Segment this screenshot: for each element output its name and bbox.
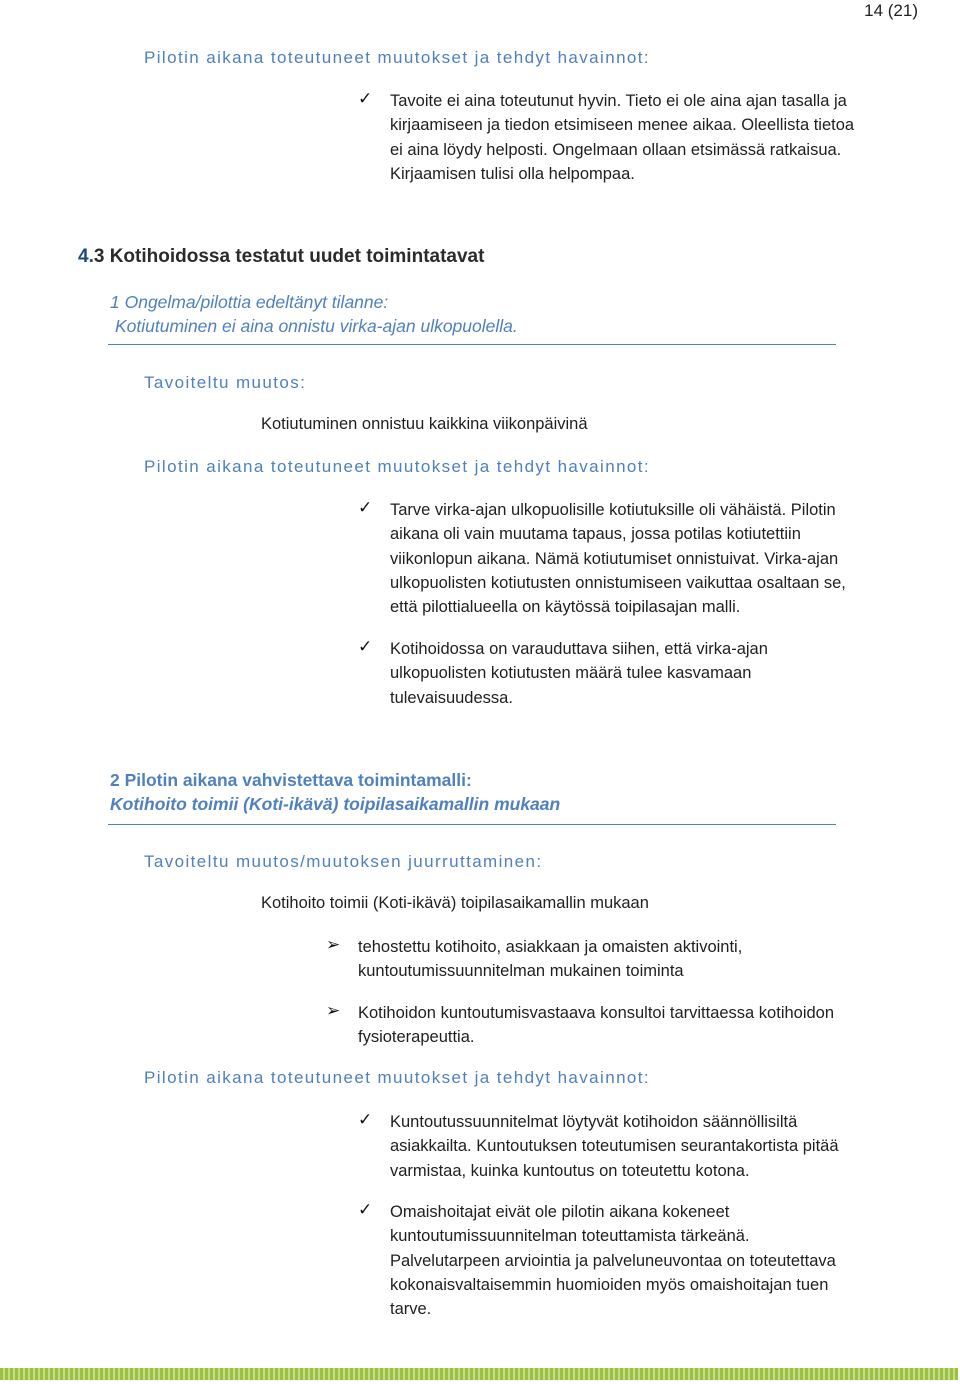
arrow-bullet-icon: ➢	[326, 935, 341, 954]
checkmark-icon: ✓	[358, 637, 373, 656]
line: Kirjaamisen tulisi olla helpompaa.	[390, 164, 635, 183]
line: kuntoutumissuunnitelman mukainen toiminta	[358, 962, 684, 981]
line: tulevaisuudessa.	[390, 688, 513, 707]
line: kokonaisvaltaisemmin huomioiden myös omaishoitajan tuen	[390, 1275, 829, 1294]
problem-title-line: Kotiutuminen ei aina onnistu virka-ajan ulkopuolella.	[115, 316, 518, 336]
checkmark-icon: ✓	[358, 498, 373, 517]
line: ulkopuolisten kotiutusten määrä tulee kasvamaan	[390, 664, 752, 683]
line: Kuntoutussuunnitelmat löytyvät kotihoidon säännöllisiltä	[390, 1113, 798, 1131]
line: Kotihoidon kuntoutumisvastaava konsultoi tarvittaessa kotihoidon	[358, 1004, 835, 1022]
line: Omaishoitajat eivät ole pilotin aikana kokeneet	[390, 1203, 730, 1221]
goal-text: Kotihoito toimii (Koti-ikävä) toipilasaikamallin mukaan	[261, 894, 649, 912]
page-number: 14 (21)	[864, 1, 918, 20]
line: tehostettu kotihoito, asiakkaan ja omaisten aktivointi,	[358, 938, 743, 956]
line: kuntoutumissuunnitelman toteuttamista tärkeänä.	[390, 1227, 750, 1246]
checkmark-icon: ✓	[358, 1200, 373, 1219]
line: ei aina löydy helposti. Ongelmaan ollaan etsimässä ratkaisua.	[390, 140, 842, 159]
divider	[108, 824, 836, 825]
observation-item	[390, 89, 854, 186]
observations-label: Pilotin aikana toteutuneet muutokset ja tehdyt havainnot:	[144, 1068, 651, 1087]
observations-label: Pilotin aikana toteutuneet muutokset ja tehdyt havainnot:	[144, 48, 651, 67]
arrow-item	[358, 1001, 834, 1050]
line: ulkopuolisten kotiutusten onnistumiseen vaikuttaa osaltaan se,	[390, 573, 846, 592]
line: aikana oli vain muutama tapaus, jossa potilas kotiutettiin	[390, 525, 801, 544]
line: varmistaa, kuinka kuntoutus on toteutettu kotona.	[390, 1161, 750, 1180]
line: asiakkailta. Kuntoutuksen toteutumisen seurantakortista pitää	[390, 1137, 839, 1156]
line: Palvelutarpeen arviointia ja palveluneuvontaa on toteutettava	[390, 1251, 836, 1270]
observation-item	[390, 1110, 839, 1183]
goal-text: Kotiutuminen onnistuu kaikkina viikonpäivinä	[261, 415, 588, 433]
line: että pilottialueella on käytössä toipilasajan malli.	[390, 598, 741, 617]
observation-item	[390, 498, 846, 619]
line: Tarve virka-ajan ulkopuolisille kotiutuksille oli vähäistä. Pilotin	[390, 501, 836, 519]
checkmark-icon: ✓	[358, 89, 373, 108]
line: kirjaamiseen ja tiedon etsimiseen menee aikaa. Oleellista tietoa	[390, 116, 855, 135]
observations-label: Pilotin aikana toteutuneet muutokset ja tehdyt havainnot:	[144, 457, 651, 476]
goal-label: Tavoiteltu muutos/muutoksen juurruttaminen:	[144, 852, 543, 871]
footer-bar	[0, 1368, 958, 1380]
line: fysioterapeuttia.	[358, 1028, 475, 1047]
model-title-line: 2 Pilotin aikana vahvistettava toimintamalli:	[110, 770, 472, 790]
model-title-line: Kotihoito toimii (Koti-ikävä) toipilasaikamallin mukaan	[110, 794, 561, 814]
arrow-bullet-icon: ➢	[326, 1001, 341, 1020]
divider	[108, 344, 836, 345]
model-title	[110, 768, 560, 816]
heading-number: 4.	[78, 246, 94, 267]
section-heading	[78, 246, 484, 268]
arrow-item	[358, 935, 742, 984]
observation-item	[390, 1200, 836, 1321]
problem-title	[110, 290, 518, 338]
line: viikonlopun aikana. Nämä kotiutumiset onnistuivat. Virka-ajan	[390, 549, 839, 568]
line: Kotihoidossa on varauduttava siihen, että virka-ajan	[390, 640, 768, 658]
heading-text: 3 Kotihoidossa testatut uudet toimintatavat	[93, 246, 485, 267]
line: Tavoite ei aina toteutunut hyvin. Tieto ei ole aina ajan tasalla ja	[390, 92, 847, 110]
line: tarve.	[390, 1300, 432, 1319]
checkmark-icon: ✓	[358, 1110, 373, 1129]
problem-title-line: 1 Ongelma/pilottia edeltänyt tilanne:	[110, 292, 389, 312]
goal-label: Tavoiteltu muutos:	[144, 373, 307, 392]
observation-item	[390, 637, 768, 710]
